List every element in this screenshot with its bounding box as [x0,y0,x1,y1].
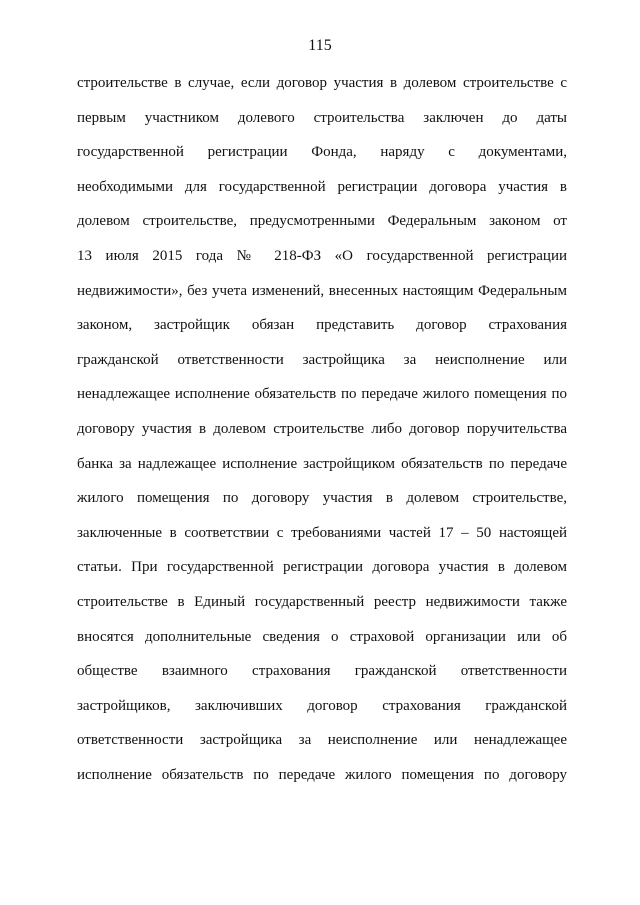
text-line: банка за надлежащее исполнение застройщиком обязательств по передаче [77,455,567,472]
text-line: необходимыми для государственной регистрации договора участия в [77,178,567,195]
text-line: обществе взаимного страхования гражданской ответственности [77,663,567,680]
text-line: заключенные в соответствии с требованиями частей 17 – 50 настоящей [77,524,567,541]
text-line: ненадлежащее исполнение обязательств по передаче жилого помещения по [77,386,567,403]
text-line: государственной регистрации Фонда, наряду с документами, [77,144,567,161]
text-line: вносятся дополнительные сведения о страховой организации или об [77,628,567,645]
text-line: 13 июля 2015 года № 218-ФЗ «О государственной регистрации [77,247,567,264]
text-line: застройщиков, заключивших договор страхования гражданской [77,697,567,714]
text-line: строительстве в случае, если договор участия в долевом строительстве с [77,75,567,91]
text-line: законом, застройщик обязан представить договор страхования [77,317,567,334]
text-line: гражданской ответственности застройщика за неисполнение или [77,351,567,368]
page-number: 115 [308,37,332,54]
text-line: первым участником долевого строительства заключен до даты [77,109,567,126]
text-line: статьи. При государственной регистрации договора участия в долевом [77,559,567,576]
text-line: строительстве в Единый государственный реестр недвижимости также [77,593,567,610]
text-line: ответственности застройщика за неисполнение или ненадлежащее [77,732,567,749]
document-body [77,73,567,799]
text-line: долевом строительстве, предусмотренными Федеральным законом от [77,213,567,230]
text-line: недвижимости», без учета изменений, внесенных настоящим Федеральным [77,282,567,299]
text-line: договору участия в долевом строительстве либо договор поручительства [77,420,567,437]
text-line: исполнение обязательств по передаче жилого помещения по договору [77,766,567,783]
text-line: жилого помещения по договору участия в долевом строительстве, [77,490,567,507]
